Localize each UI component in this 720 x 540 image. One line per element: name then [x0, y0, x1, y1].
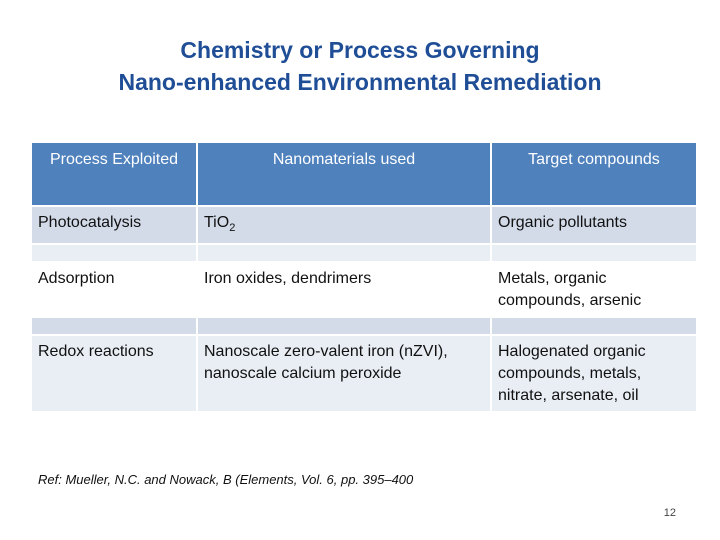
cell-nanomaterial — [198, 336, 490, 411]
title-line-2: Nano-enhanced Environmental Remediation — [118, 69, 602, 95]
reference-citation: Ref: Mueller, N.C. and Nowack, B (Elements, Vol. 6, pp. 395–400 — [38, 472, 414, 487]
cell-nanomaterial — [198, 207, 490, 243]
targets-line: Halogenated organic — [498, 343, 646, 361]
cell-process: Photocatalysis — [32, 207, 196, 243]
header-nanomaterials: Nanomaterials used — [198, 143, 490, 205]
table-row — [32, 336, 696, 411]
cell-process: Adsorption — [38, 270, 115, 288]
header-process: Process Exploited — [32, 143, 196, 205]
nanomaterial-line: Nanoscale zero-valent iron (nZVI), — [204, 343, 448, 361]
cell-nanomaterial: Iron oxides, dendrimers — [204, 270, 372, 288]
targets-line: nitrate, arsenate, oil — [498, 387, 639, 405]
nanomaterial-line: nanoscale calcium peroxide — [204, 365, 402, 383]
targets-line: compounds, arsenic — [498, 292, 642, 310]
remediation-table — [30, 141, 698, 413]
cell-process: Redox reactions — [32, 336, 196, 411]
targets-line: Metals, organic — [498, 270, 607, 288]
table-row — [32, 207, 696, 243]
targets-line: compounds, metals, — [498, 365, 642, 383]
table-row — [32, 263, 696, 316]
cell-targets: Organic pollutants — [492, 207, 696, 243]
cell-targets — [492, 263, 696, 316]
cell-targets — [492, 336, 696, 411]
table-header-row — [32, 143, 696, 205]
table-spacer-row — [32, 245, 696, 261]
page-number: 12 — [663, 507, 676, 519]
table-spacer-row — [32, 318, 696, 334]
header-targets: Target compounds — [492, 143, 696, 205]
formula-subscript: 2 — [229, 222, 236, 235]
slide-title — [0, 34, 720, 98]
formula-base: TiO — [204, 214, 230, 231]
title-line-1: Chemistry or Process Governing — [180, 37, 540, 63]
